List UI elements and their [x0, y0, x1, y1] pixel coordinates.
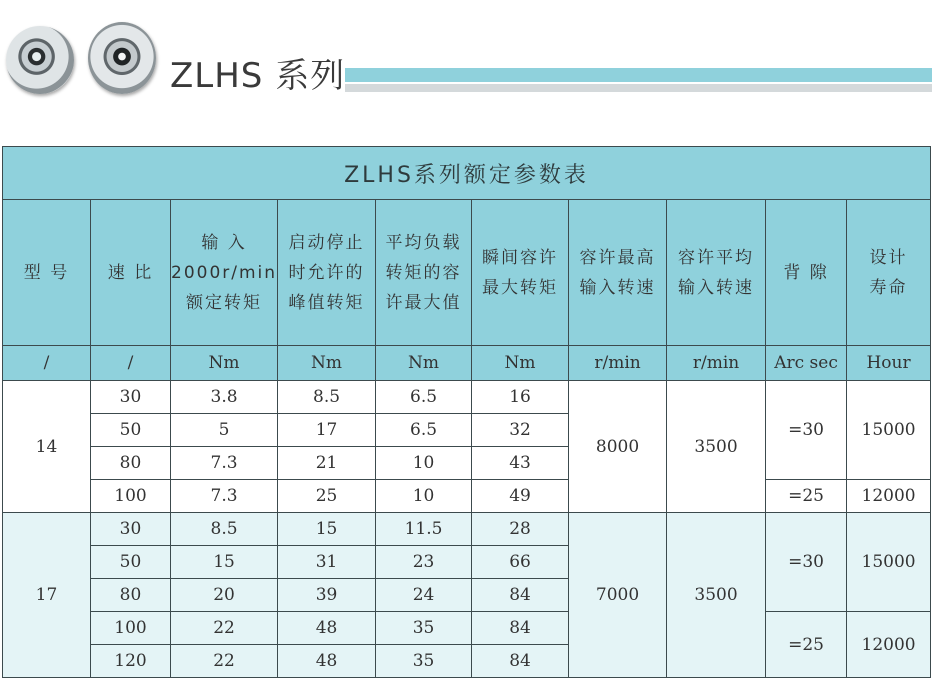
value-cell: 10	[376, 480, 472, 513]
header-row	[3, 200, 931, 346]
value-cell: 32	[472, 414, 569, 447]
rated-parameters-table	[2, 146, 931, 678]
value-cell: 48	[278, 612, 376, 645]
backlash-cell: =25	[766, 612, 847, 678]
units-row	[3, 346, 931, 381]
header-peak-torque: 启动停止 时允许的 峰值转矩	[278, 200, 376, 346]
reducer-gear-icon	[6, 26, 74, 94]
max-speed-cell: 8000	[569, 381, 667, 513]
title-shadow-bar	[345, 84, 932, 92]
value-cell: 66	[472, 546, 569, 579]
value-cell: 22	[171, 645, 278, 678]
series-title: ZLHS 系列	[170, 56, 346, 96]
ratio-cell: 30	[91, 513, 171, 546]
value-cell: 84	[472, 645, 569, 678]
avg-speed-cell: 3500	[667, 513, 766, 678]
backlash-cell: =25	[766, 480, 847, 513]
value-cell: 21	[278, 447, 376, 480]
value-cell: 6.5	[376, 414, 472, 447]
avg-speed-cell: 3500	[667, 381, 766, 513]
value-cell: 84	[472, 612, 569, 645]
value-cell: 8.5	[278, 381, 376, 414]
value-cell: 35	[376, 612, 472, 645]
ratio-cell: 120	[91, 645, 171, 678]
ratio-cell: 100	[91, 480, 171, 513]
value-cell: 15	[171, 546, 278, 579]
header-max-input-speed: 容许最高 输入转速	[569, 200, 667, 346]
value-cell: 10	[376, 447, 472, 480]
value-cell: 31	[278, 546, 376, 579]
table-caption: ZLHS系列额定参数表	[3, 147, 931, 200]
value-cell: 7.3	[171, 480, 278, 513]
value-cell: 43	[472, 447, 569, 480]
unit-cell: Arc sec	[766, 346, 847, 381]
backlash-cell: =30	[766, 381, 847, 480]
unit-cell: /	[3, 346, 91, 381]
unit-cell: Nm	[171, 346, 278, 381]
value-cell: 20	[171, 579, 278, 612]
value-cell: 25	[278, 480, 376, 513]
header-backlash: 背 隙	[766, 200, 847, 346]
reducer-gear-icon	[88, 22, 156, 94]
value-cell: 23	[376, 546, 472, 579]
unit-cell: Nm	[376, 346, 472, 381]
value-cell: 22	[171, 612, 278, 645]
model-cell: 14	[3, 381, 91, 513]
header-model: 型 号	[3, 200, 91, 346]
ratio-cell: 100	[91, 612, 171, 645]
value-cell: 6.5	[376, 381, 472, 414]
table-row	[3, 612, 931, 645]
value-cell: 28	[472, 513, 569, 546]
value-cell: 39	[278, 579, 376, 612]
max-speed-cell: 7000	[569, 513, 667, 678]
value-cell: 24	[376, 579, 472, 612]
value-cell: 7.3	[171, 447, 278, 480]
value-cell: 15	[278, 513, 376, 546]
header-design-life: 设计 寿命	[847, 200, 931, 346]
header-momentary-torque: 瞬间容许 最大转矩	[472, 200, 569, 346]
value-cell: 16	[472, 381, 569, 414]
value-cell: 8.5	[171, 513, 278, 546]
value-cell: 48	[278, 645, 376, 678]
header-rated-torque: 输 入 2000r/min 额定转矩	[171, 200, 278, 346]
life-cell: 12000	[847, 480, 931, 513]
life-cell: 15000	[847, 513, 931, 612]
value-cell: 5	[171, 414, 278, 447]
table-row	[3, 381, 931, 414]
table-row	[3, 513, 931, 546]
life-cell: 15000	[847, 381, 931, 480]
value-cell: 17	[278, 414, 376, 447]
backlash-cell: =30	[766, 513, 847, 612]
ratio-cell: 50	[91, 414, 171, 447]
ratio-cell: 80	[91, 579, 171, 612]
page-header	[0, 0, 932, 110]
value-cell: 3.8	[171, 381, 278, 414]
header-ratio: 速 比	[91, 200, 171, 346]
title-accent-bar	[345, 68, 932, 82]
value-cell: 35	[376, 645, 472, 678]
model-cell: 17	[3, 513, 91, 678]
header-avg-input-speed: 容许平均 输入转速	[667, 200, 766, 346]
unit-cell: Nm	[472, 346, 569, 381]
header-avg-load-torque: 平均负载 转矩的容 许最大值	[376, 200, 472, 346]
unit-cell: Hour	[847, 346, 931, 381]
value-cell: 84	[472, 579, 569, 612]
table-row	[3, 480, 931, 513]
ratio-cell: 80	[91, 447, 171, 480]
ratio-cell: 50	[91, 546, 171, 579]
unit-cell: Nm	[278, 346, 376, 381]
ratio-cell: 30	[91, 381, 171, 414]
life-cell: 12000	[847, 612, 931, 678]
value-cell: 49	[472, 480, 569, 513]
unit-cell: /	[91, 346, 171, 381]
value-cell: 11.5	[376, 513, 472, 546]
unit-cell: r/min	[667, 346, 766, 381]
unit-cell: r/min	[569, 346, 667, 381]
